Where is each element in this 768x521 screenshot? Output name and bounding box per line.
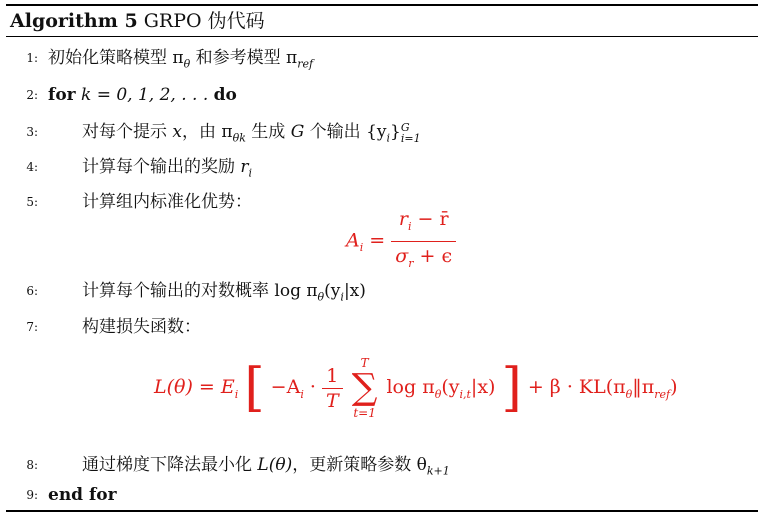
line-text: 计算每个输出的对数概率 $\log \pi_\theta(y_i|x)$ (82, 281, 366, 304)
advantage-fraction: $\frac{r_i - r̄}{\sigma_r + \epsilon}$ (391, 207, 456, 276)
sum-operator: T ∑ t=1 (351, 356, 378, 420)
line-number: 4: (26, 160, 38, 174)
line-text: 初始化策略模型 $\pi_\theta$ 和参考模型 $\pi_{ref}$ (48, 48, 314, 71)
line-text: for k = 0, 1, 2, . . . do (48, 85, 237, 105)
line-text: 构建损失函数： (82, 317, 201, 337)
top-rule (6, 4, 758, 6)
left-bracket: [ (244, 358, 265, 418)
line-number: 2: (26, 88, 38, 102)
one-over-t: $\frac{1}{T}$ (322, 366, 343, 411)
loss-equation: $L(\theta) = E_i$ [ $-A_i$ · $\frac{1}{T}$ T ∑ t=1 $\log \pi_\theta(y_{i,t}|x)$ ] + $\beta \cdot KL(\pi_\theta‖\pi_{ref})$ (154, 356, 678, 420)
line-number: 3: (26, 125, 38, 139)
line-text: 计算组内标准化优势： (82, 192, 252, 212)
algorithm-title: GRPO 伪代码 (143, 10, 265, 32)
caption-rule (6, 36, 758, 37)
line-number: 8: (26, 458, 38, 472)
line-number: 1: (26, 51, 38, 65)
line-number: 7: (26, 320, 38, 334)
line-text: 计算每个输出的奖励 $r_i$ (82, 157, 253, 180)
line-number: 9: (26, 488, 38, 502)
advantage-equation: $A_i$ = $\frac{r_i - r̄}{\sigma_r + \epsilon}$ (346, 207, 456, 267)
algorithm-caption (10, 10, 265, 32)
line-number: 5: (26, 195, 38, 209)
line-text: end for (48, 485, 117, 505)
right-bracket: ] (501, 358, 522, 418)
line-number: 6: (26, 284, 38, 298)
bottom-rule (6, 510, 758, 512)
algorithm-box (6, 4, 758, 512)
line-text: 对每个提示 x，由 $\pi_{\theta k}$ 生成 G 个输出 $\{y_i\}$ G i=1 (82, 120, 421, 145)
algorithm-label: Algorithm 5 (10, 10, 138, 32)
line-text: 通过梯度下降法最小化 L(θ)，更新策略参数 $\theta_{k+1}$ (82, 455, 450, 478)
